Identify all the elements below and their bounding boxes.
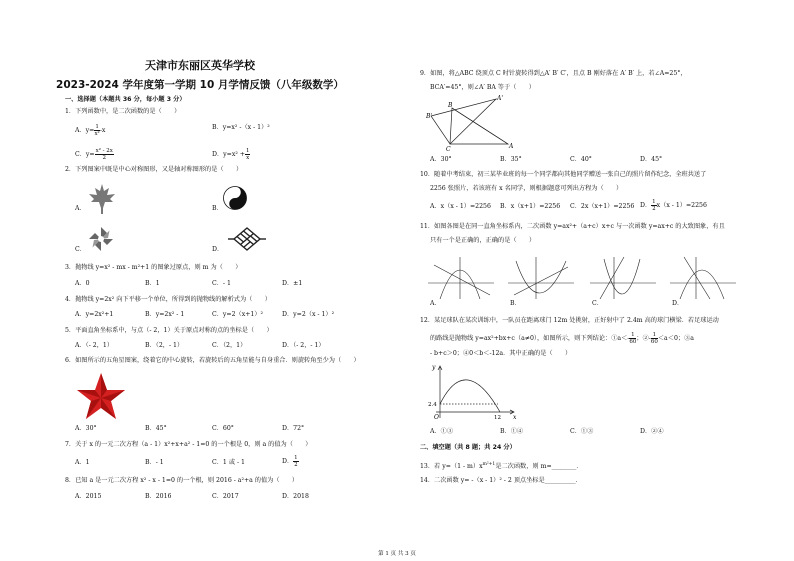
q11-graph-d [670,255,738,300]
q12-stem-2: 的路线是抛物线 y=ax²+bx+c（a≠0），如图所示，则下列结论：①a＜- $\frac{1}{60}$ ；②- $\frac{1}{60}$ ＜a＜0；③a [430,332,694,345]
pinwheel-icon [88,226,114,252]
q10-option-b: B．x（x+1）=2256 [500,203,561,210]
q14-stem: 14．二次函数 y= -（x - 1）² - 2 顶点坐标是__________． [420,477,582,484]
q4-stem: 4．抛物线 y=2x² 向下平移一个单位，所得到的抛物线的解析式为（ ） [65,296,271,303]
exam-title: 2023-2024 学年度第一学期 10 月学情反馈（八年级数学） [56,79,344,91]
maple-leaf-icon [88,184,116,214]
q12-option-a: A．①③ [430,428,454,435]
school-title: 天津市东丽区英华学校 [145,59,255,72]
label-a: A [509,143,514,150]
q12-x-label: x [513,414,517,421]
q7-stem: 7．关于 x 的一元二次方程（a - 1）x²+x+a² - 1=0 的一个根是 0，则 a 的值为（ ） [65,441,312,448]
label-c: C [446,146,451,153]
q1-option-a: A．y= $\frac{1}{\text{x²}}$ -x [75,124,106,137]
q11-option-a: A． [430,300,441,307]
q12-option-d: D．②④ [640,428,664,435]
q12-stem-3: - b+c＞0；④0＜b＜-12a．其中正确的是（ ） [430,350,572,357]
q3-option-a: A．0 [75,280,90,287]
q4-option-b: B．y=2x² - 1 [145,311,185,318]
q10-option-d: D． $\frac{1}{2}$ x（x - 1）=2256 [640,199,707,212]
q3-option-d: D．±1 [282,280,303,287]
q3-option-b: B．1 [145,280,160,287]
label-b-prime: B' [426,113,433,120]
q6-option-a: A．30° [75,425,97,432]
q12-height-label: 2.4 [428,402,437,408]
q5-option-d: D．（- 2，- 1） [282,342,325,349]
q11-stem-2: 只有一个是正确的，正确的是（ ） [430,237,536,244]
q2-option-c: C． [75,246,86,253]
label-b: B [448,102,453,109]
q8-option-b: B．2016 [145,493,172,500]
q4-option-c: C．y=2（x+1）² [212,311,264,318]
q9-triangle-figure [426,96,526,152]
q1-option-d: D．y=x² + $\frac{1}{x}$ [212,148,250,161]
q8-option-a: A．2015 [75,493,102,500]
red-star-icon [75,372,127,422]
q9-stem: 9．如图，将△ABC 绕顶点 C 时针旋转得到△A′ B′ C′，且点 B 刚好落在 A′ B′ 上，若∠A=25°， [420,70,687,77]
q11-stem: 11．如图各图是在同一直角坐标系内，二次函数 y=ax²+（a+c）x+c 与一次函数 y=ax+c 的大致图象，有且 [420,223,725,230]
q2-stem: 2．下列图案中既是中心对称图形，又是轴对称图形的是（ ） [65,166,243,173]
q10-option-c: C．2x（x+1）=2256 [570,203,635,210]
q6-option-b: B．45° [145,425,167,432]
q6-option-c: C．60° [212,425,234,432]
q12-stem: 12．某足球队在某次训练中，一队员在距离球门 12m 处挑射，正好射中了 2.4m 高的球门横梁．若足球运动 [420,317,719,324]
q10-option-a: A．x（x - 1）=2256 [430,203,491,210]
q9-stem-2: BCA′=45°，则∠A′ BA 等于（ ） [430,84,535,91]
q6-stem: 6．如图所示的五角星图案，绕着它的中心旋转，若旋转后的五角星能与自身重合．则旋转角至少为（ ） [65,357,360,364]
q12-option-b: B．①④ [500,428,524,435]
q2-option-a: A． [75,205,86,212]
q7-option-c: C．1 或 - 1 [212,459,245,466]
q9-option-a: A．30° [430,156,452,163]
q12-option-c: C．①③ [570,428,594,435]
chinese-knot-icon [226,226,268,252]
q6-option-d: D．72° [282,425,305,432]
q1-option-c: C．y= $\frac{\text{x² - 2x}}{2}$ [75,148,113,161]
q11-option-d: D． [672,300,684,307]
section-2-heading: 二、填空题（共 8 题；共 24 分） [420,444,516,451]
label-a-prime: A' [497,95,503,102]
q9-option-d: D．45° [640,156,663,163]
q8-option-c: C．2017 [212,493,239,500]
q9-option-b: B．35° [500,156,522,163]
q11-graph-c [590,255,658,300]
q11-graph-b [508,255,576,300]
q2-option-d: D． [212,246,224,253]
q5-option-a: A．（- 2，1） [75,342,114,349]
q4-option-d: D．y=2（x - 1）² [282,311,335,318]
q1-stem: 1．下列函数中，是二次函数的是（ ） [65,108,181,115]
section-1-heading: 一、选择题（本题共 36 分，每小题 3 分） [65,96,186,103]
q4-option-a: A．y=2x²+1 [75,311,114,318]
q12-parabola-figure [430,362,520,420]
q5-stem: 5．平面直角坐标系中，与点（- 2，1）关于原点对称的点的坐标是（ ） [65,327,273,334]
q9-option-c: C．40° [570,156,592,163]
page-footer: 第 1 页 共 3 页 [378,551,416,557]
q10-stem: 10．随着中考结束，初三某毕业班的每一个同学都向其他同学赠送一张自己的照片留作纪念，全班共送了 [420,171,707,178]
q13-stem: 13．若 $y=(1 - m)x^{m^2+1}$是二次函数，则 m=________． [420,462,583,471]
q7-option-b: B．- 1 [145,459,164,466]
q2-option-b: B． [212,205,223,212]
q12-distance-label: 12 [494,415,501,421]
q5-option-b: B．（2，- 1） [145,342,184,349]
q12-origin-label: O [434,414,439,421]
q10-stem-2: 2256 张照片，若该班有 x 名同学，则根据题意可列出方程为（ ） [430,185,623,192]
q1-option-b: B．y=x² -（x - 1）² [212,124,270,131]
yin-yang-icon [223,186,247,210]
q7-option-d: D． $\frac{1}{2}$ [282,455,298,468]
q11-graph-a [428,255,496,300]
q11-option-c: C． [592,300,603,307]
q12-y-label: y [432,364,436,371]
q3-stem: 3．抛物线 y=x² - mx - m²+1 的图象过原点，则 m 为（ ） [65,264,242,271]
q5-option-c: C．（2，1） [212,342,247,349]
q11-option-b: B． [510,300,521,307]
q8-option-d: D．2018 [282,493,309,500]
q7-option-a: A．1 [75,459,90,466]
q8-stem: 8．已知 a 是一元二次方程 x² - x - 1=0 的一个根，则 2016 - a²+a 的值为（ ） [65,477,299,484]
q3-option-c: C．- 1 [212,280,231,287]
